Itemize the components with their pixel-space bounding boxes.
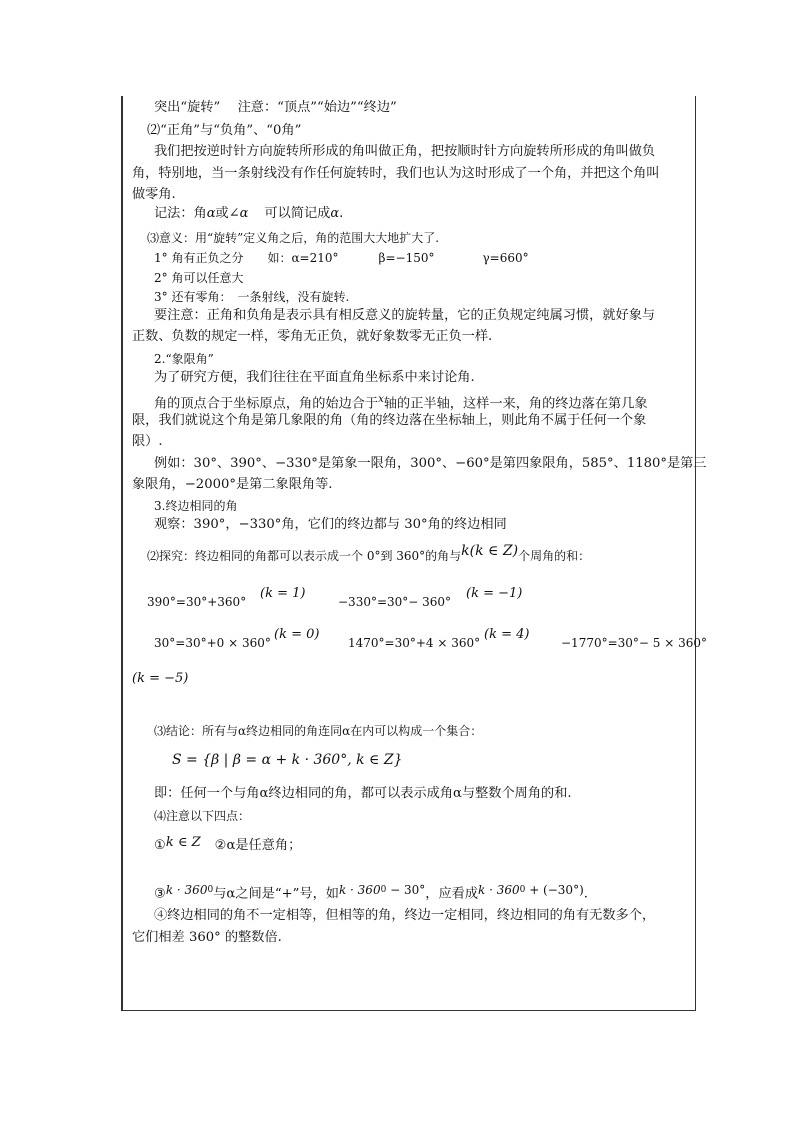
note-1-2: ①k ∈ Z ②α是任意角； xyxy=(154,835,302,853)
example-angles-line: 1° 角有正负之分 如：α=210° β=−150° γ=660° xyxy=(154,251,529,265)
paragraph-line: 角的顶点合于坐标原点，角的始边合于$^x$轴的正半轴，这样一来，角的终边落在第几象 xyxy=(154,394,648,412)
paragraph-line: 它们相差 360° 的整数倍. xyxy=(132,930,282,945)
paragraph-line: 限）. xyxy=(132,434,163,449)
equation-k-label: (k = −1) xyxy=(466,586,523,601)
equation: 390°=30°+360° xyxy=(147,595,247,609)
paragraph-line: 我们把按逆时针方向旋转所形成的角叫做正角，把按顺时针方向旋转所形成的角叫做负 xyxy=(154,144,656,159)
paragraph-line: 正数、负数的规定一样，零角无正负，就好象数零无正负一样. xyxy=(132,329,493,344)
line-positive-negative-heading: ⑵“正角”与“负角”、“0角” xyxy=(147,123,302,138)
notes-heading: ⑷注意以下四点： xyxy=(154,809,251,823)
paragraph-line: 3° 还有零角： 一条射线，没有旋转. xyxy=(154,290,350,304)
equation-k-label: (k = −5) xyxy=(132,671,189,686)
set-formula: S = {β | β = α + k · 360°, k ∈ Z} xyxy=(172,752,403,768)
paragraph-line: 即：任何一个与角α终边相同的角，都可以表示成角α与整数个周角的和. xyxy=(154,786,572,801)
section-heading-quadrant: 2.“象限角” xyxy=(154,352,214,366)
note-3: ③k · $360^0$与α之间是“+”号，如$k \cdot 360^0 - 30^\circ$，应看成$k \cdot 360^0 + (-30^\circ)$. xyxy=(154,883,588,902)
explore-line: ⑵探究：终边相同的角都可以表示成一个 0°到 360°的角与k(k ∈ Z)个周角的和： xyxy=(147,543,591,563)
paragraph-line: 2° 角可以任意大 xyxy=(154,271,244,285)
line-rotation-note: 突出“旋转” 注意：“顶点”“始边”“终边” xyxy=(154,100,397,115)
equation: −330°=30°− 360° xyxy=(338,595,452,609)
equation: 30°=30°+0 × 360° xyxy=(154,636,271,650)
paragraph-line: 观察：390°，−330°角，它们的终边都与 30°角的终边相同 xyxy=(154,517,507,532)
paragraph-line: ④终边相同的角不一定相等，但相等的角，终边一定相同，终边相同的角有无数多个， xyxy=(154,908,656,923)
equation-k-label: (k = 0) xyxy=(274,627,320,642)
paragraph-line: 例如：30°、390°、−330°是第象一限角，300°、−60°是第四象限角，585°、1180°是第三 xyxy=(154,456,707,471)
paragraph-line: 为了研究方便，我们往往在平面直角坐标系中来讨论角. xyxy=(154,370,475,385)
equation-k-label: (k = 4) xyxy=(484,627,530,642)
meaning-line: ⑶意义：用“旋转”定义角之后，角的范围大大地扩大了. xyxy=(147,231,440,245)
paragraph-line: 象限角，−2000°是第二象限角等. xyxy=(132,477,333,492)
equation: 1470°=30°+4 × 360° xyxy=(348,636,481,650)
paragraph-line: 角，特别地，当一条射线没有作任何旋转时，我们也认为这时形成了一个角，并把这个角叫 xyxy=(132,166,660,181)
conclusion-line: ⑶结论：所有与α终边相同的角连同α在内可以构成一个集合： xyxy=(154,724,483,738)
equation: −1770°=30°− 5 × 360° xyxy=(561,636,708,650)
section-heading-coterminal: 3.终边相同的角 xyxy=(154,499,238,513)
paragraph-line: 要注意：正角和负角是表示具有相反意义的旋转量，它的正负规定纯属习惯，就好象与 xyxy=(154,308,656,323)
equation-k-label: (k = 1) xyxy=(260,586,306,601)
paragraph-line: 限，我们就说这个角是第几象限的角（角的终边落在坐标轴上，则此角不属于任何一个象 xyxy=(132,413,647,428)
notation-line: 记法：角α或∠α 可以简记成α. xyxy=(154,206,344,221)
paragraph-line: 做零角. xyxy=(132,187,176,202)
